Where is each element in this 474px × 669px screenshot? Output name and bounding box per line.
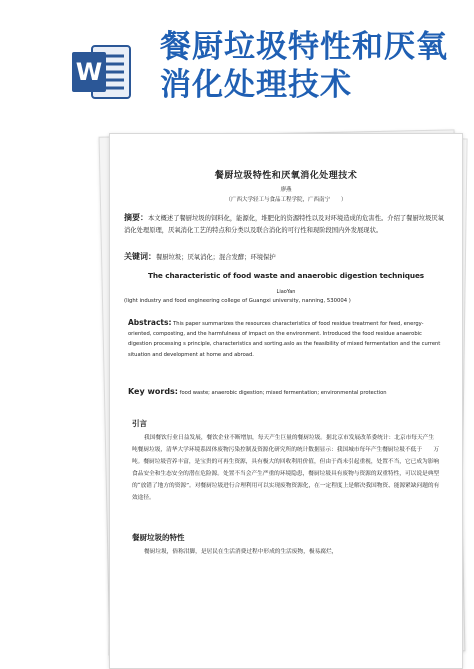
abstract-en-text: This paper summarizes the resources characteristics of food residue treatment for feed, energy-oriented, composting, and the harmfulness of impact on the environment. Introduced the food residue anaerobic digestion processing s principle, characteristics and sorting.aslo as the feasibility of mixed fermentation and the current situation and development at home and abroad.	[128, 321, 441, 358]
keywords-en	[128, 386, 444, 399]
keywords-en-text: food waste; anaerobic digestion; mixed fermentation; environmental protection	[179, 390, 387, 396]
author-cn: 廖燕	[280, 187, 292, 193]
keywords-en-label: Key words:	[128, 387, 179, 396]
affiliation-en: (light industry and food engineering college of Guangxi university, nanning, 530004 )	[124, 298, 351, 304]
banner-title: 餐厨垃圾特性和厌氧消化处理技术	[160, 29, 448, 103]
abstract-en	[128, 318, 444, 360]
svg-text:W: W	[75, 58, 103, 86]
intro-paragraph: 我国餐饮行业日益发展，餐饮企业不断增加，每天产生巨量的餐厨垃圾。据北京市发展改革委统计：北京市每天产生 吨餐厨垃圾，清华大学环境系固体废物污染控制及资源化研究所的统计数据显示：我国城市每年产生餐厨垃圾不低于 万吨。餐厨垃圾营养丰富，是宝贵的可再生资源，具有极大的回收利用价值，但由于尚未引起重视，处置不当，它已成为影响食品安全和生态安全的潜在危险源。处置不当会产生严重的环境隐患，餐厨垃圾具有废物与资源的双重特性，可以说是典型的“放错了地方的资源”。对餐厨垃圾进行合理利用可以实现废物资源化，在一定程度上是解决我国物资、能源紧缺问题的有效途径。	[132, 435, 446, 501]
document-page	[109, 133, 463, 669]
intro-heading: 引言	[132, 419, 147, 428]
section-paragraph: 餐厨垃圾，俗称泔脚，是居民在生活消费过程中形成的生活废物，极易腐烂，	[144, 549, 338, 555]
keywords-cn-label: 关键词：	[124, 251, 156, 261]
keywords-cn	[124, 251, 446, 262]
paper-title-cn: 餐厨垃圾特性和厌氧消化处理技术	[214, 171, 358, 181]
header-banner	[0, 0, 474, 130]
author-en: LiaoYan	[276, 289, 296, 295]
section-heading: 餐厨垃圾的特性	[132, 533, 185, 542]
abstract-en-label: Abstracts:	[128, 318, 172, 327]
affiliation-cn: （广西大学轻工与食品工程学院，广西南宁 ）	[225, 197, 347, 203]
paper-title-en: The characteristic of food waste and anaerobic digestion techniques	[147, 271, 425, 280]
abstract-cn-text: 本文概述了餐厨垃圾的饲料化，能源化，堆肥化的资源特性以及对环境造成的危害性。介绍了餐厨垃圾厌氧消化处理原理，厌氧消化工艺的特点和分类以及联合消化的可行性和现阶段国内外发展现状。	[124, 215, 444, 234]
word-document-icon	[70, 40, 134, 104]
keywords-cn-text: 餐厨垃圾；厌氧消化；混合发酵；环境保护	[156, 254, 276, 261]
abstract-cn-label: 摘要：	[124, 212, 148, 222]
abstract-cn	[124, 211, 446, 237]
